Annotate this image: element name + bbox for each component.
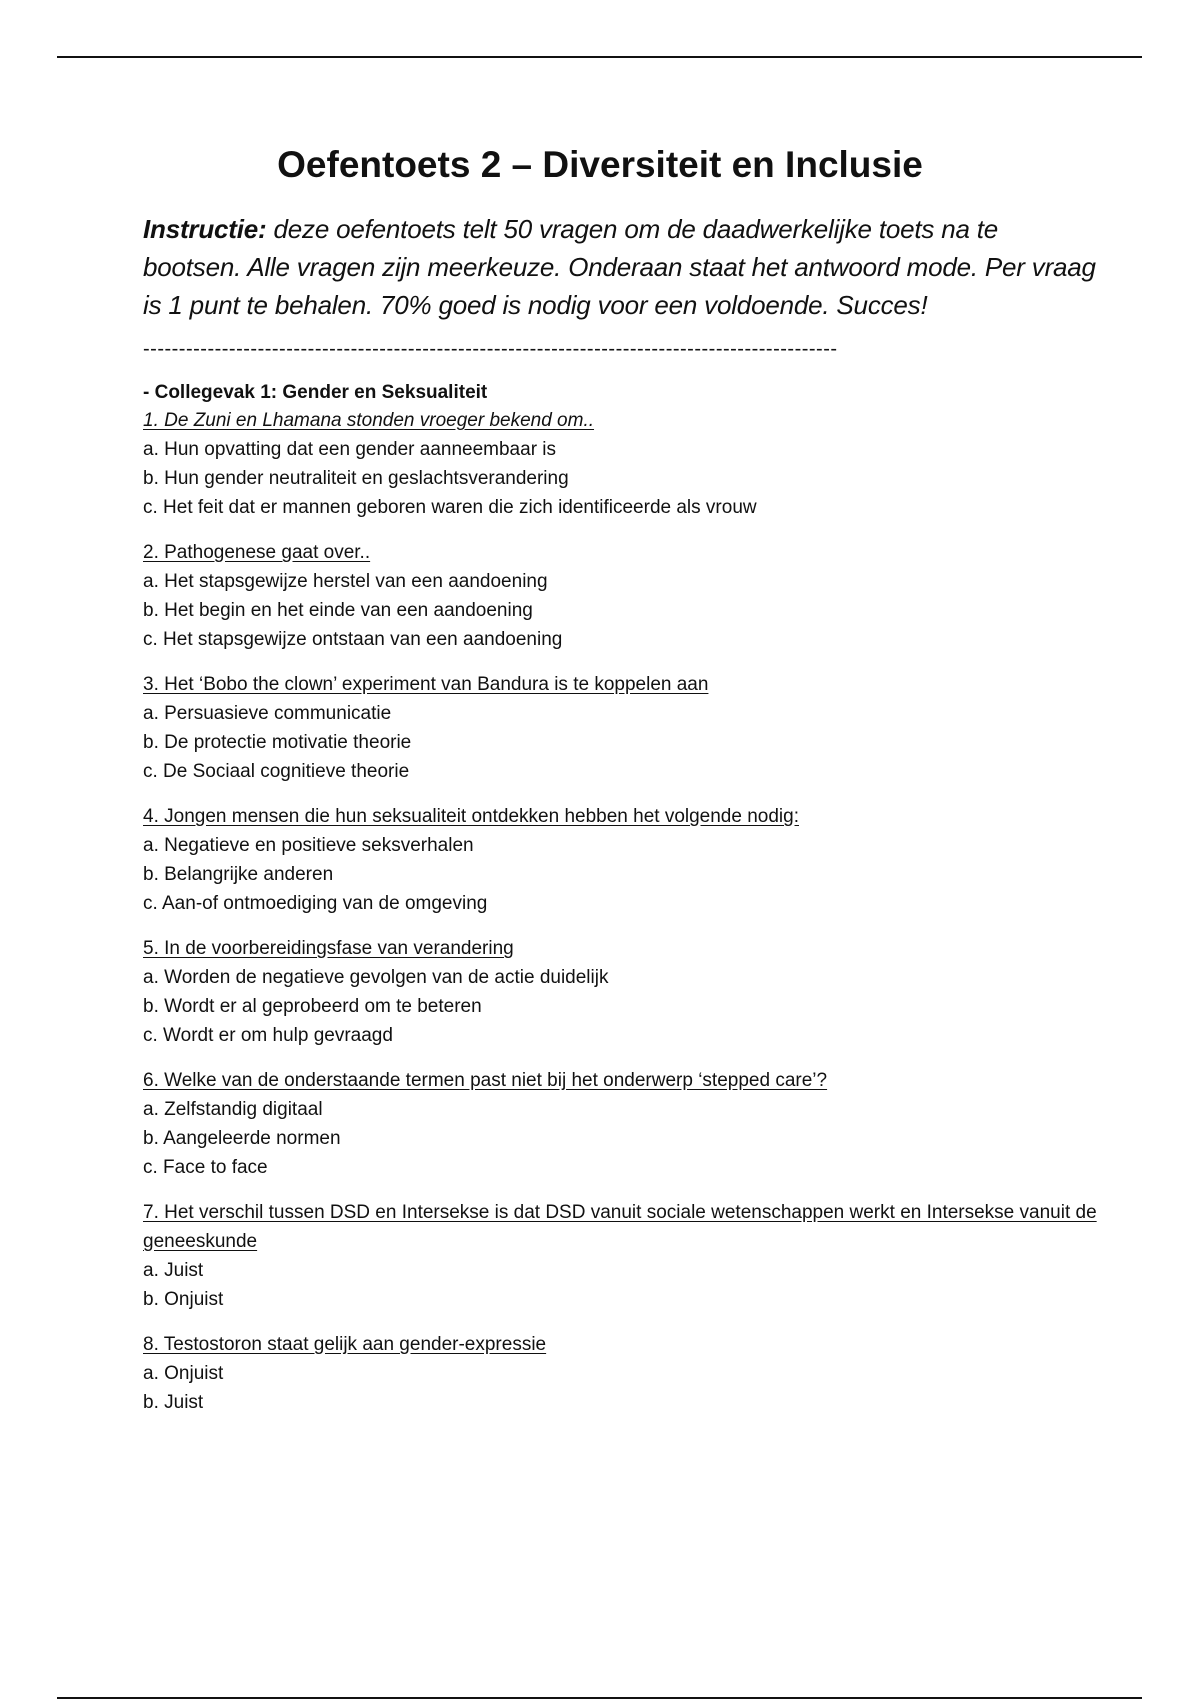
question-text: 5. In de voorbereidingsfase van verandering bbox=[143, 938, 514, 959]
answer-option: b. Aangeleerde normen bbox=[143, 1128, 341, 1149]
document-body bbox=[143, 210, 1103, 1417]
dashed-divider: ------------------------------------------------------------------------------------------------- bbox=[143, 338, 838, 360]
top-rule bbox=[57, 56, 1142, 58]
question-2 bbox=[143, 538, 1103, 654]
answer-option: a. Persuasieve communicatie bbox=[143, 703, 392, 724]
answer-option: a. Hun opvatting dat een gender aanneembaar is bbox=[143, 439, 557, 460]
answer-option: c. Wordt er om hulp gevraagd bbox=[143, 1025, 393, 1046]
answer-option: a. Negatieve en positieve seksverhalen bbox=[143, 835, 474, 856]
question-6 bbox=[143, 1066, 1103, 1182]
instruction-lead: Instructie: bbox=[143, 214, 267, 244]
bottom-rule bbox=[57, 1697, 1142, 1699]
answer-option: b. Hun gender neutraliteit en geslachtsverandering bbox=[143, 468, 569, 489]
answer-option: a. Onjuist bbox=[143, 1363, 224, 1384]
instruction-text: deze oefentoets telt 50 vragen om de daadwerkelijke toets na te bootsen. Alle vragen zijn meerkeuze. Onderaan staat het antwoord mode. Per vraag is 1 punt te behalen. 70% goed is nodig voor een voldoende. Succes! bbox=[143, 214, 1096, 320]
answer-option: b. Onjuist bbox=[143, 1289, 224, 1310]
instruction-paragraph bbox=[143, 210, 1103, 324]
answer-option: b. De protectie motivatie theorie bbox=[143, 732, 412, 753]
answer-option: a. Worden de negatieve gevolgen van de actie duidelijk bbox=[143, 967, 609, 988]
answer-option: a. Juist bbox=[143, 1260, 204, 1281]
question-text: 3. Het ‘Bobo the clown’ experiment van Bandura is te koppelen aan bbox=[143, 674, 709, 695]
answer-option: a. Het stapsgewijze herstel van een aandoening bbox=[143, 571, 548, 592]
answer-option: b. Belangrijke anderen bbox=[143, 864, 334, 885]
question-text: 2. Pathogenese gaat over.. bbox=[143, 542, 371, 563]
answer-option: c. Het stapsgewijze ontstaan van een aandoening bbox=[143, 629, 563, 650]
question-3 bbox=[143, 670, 1103, 786]
answer-option: b. Wordt er al geprobeerd om te beteren bbox=[143, 996, 482, 1017]
answer-option: a. Zelfstandig digitaal bbox=[143, 1099, 323, 1120]
answer-option: b. Het begin en het einde van een aandoening bbox=[143, 600, 533, 621]
question-8 bbox=[143, 1330, 1103, 1417]
section-title: - Collegevak 1: Gender en Seksualiteit bbox=[143, 382, 488, 403]
question-text: 8. Testostoron staat gelijk aan gender-expressie bbox=[143, 1334, 547, 1355]
question-4 bbox=[143, 802, 1103, 918]
question-text: 4. Jongen mensen die hun seksualiteit ontdekken hebben het volgende nodig: bbox=[143, 806, 799, 827]
answer-option: c. Aan-of ontmoediging van de omgeving bbox=[143, 893, 488, 914]
answer-option: c. De Sociaal cognitieve theorie bbox=[143, 761, 410, 782]
question-text: 6. Welke van de onderstaande termen past niet bij het onderwerp ‘stepped care’? bbox=[143, 1070, 828, 1091]
question-7 bbox=[143, 1198, 1103, 1314]
question-5 bbox=[143, 934, 1103, 1050]
question-text: 1. De Zuni en Lhamana stonden vroeger bekend om.. bbox=[143, 410, 595, 431]
question-text: 7. Het verschil tussen DSD en Intersekse is dat DSD vanuit sociale wetenschappen werkt en Intersekse vanuit de geneeskunde bbox=[143, 1202, 1097, 1252]
question-1 bbox=[143, 406, 1103, 522]
answer-option: c. Face to face bbox=[143, 1157, 268, 1178]
page-title: Oefentoets 2 – Diversiteit en Inclusie bbox=[277, 144, 923, 185]
answer-option: b. Juist bbox=[143, 1392, 204, 1413]
answer-option: c. Het feit dat er mannen geboren waren die zich identificeerde als vrouw bbox=[143, 497, 757, 518]
